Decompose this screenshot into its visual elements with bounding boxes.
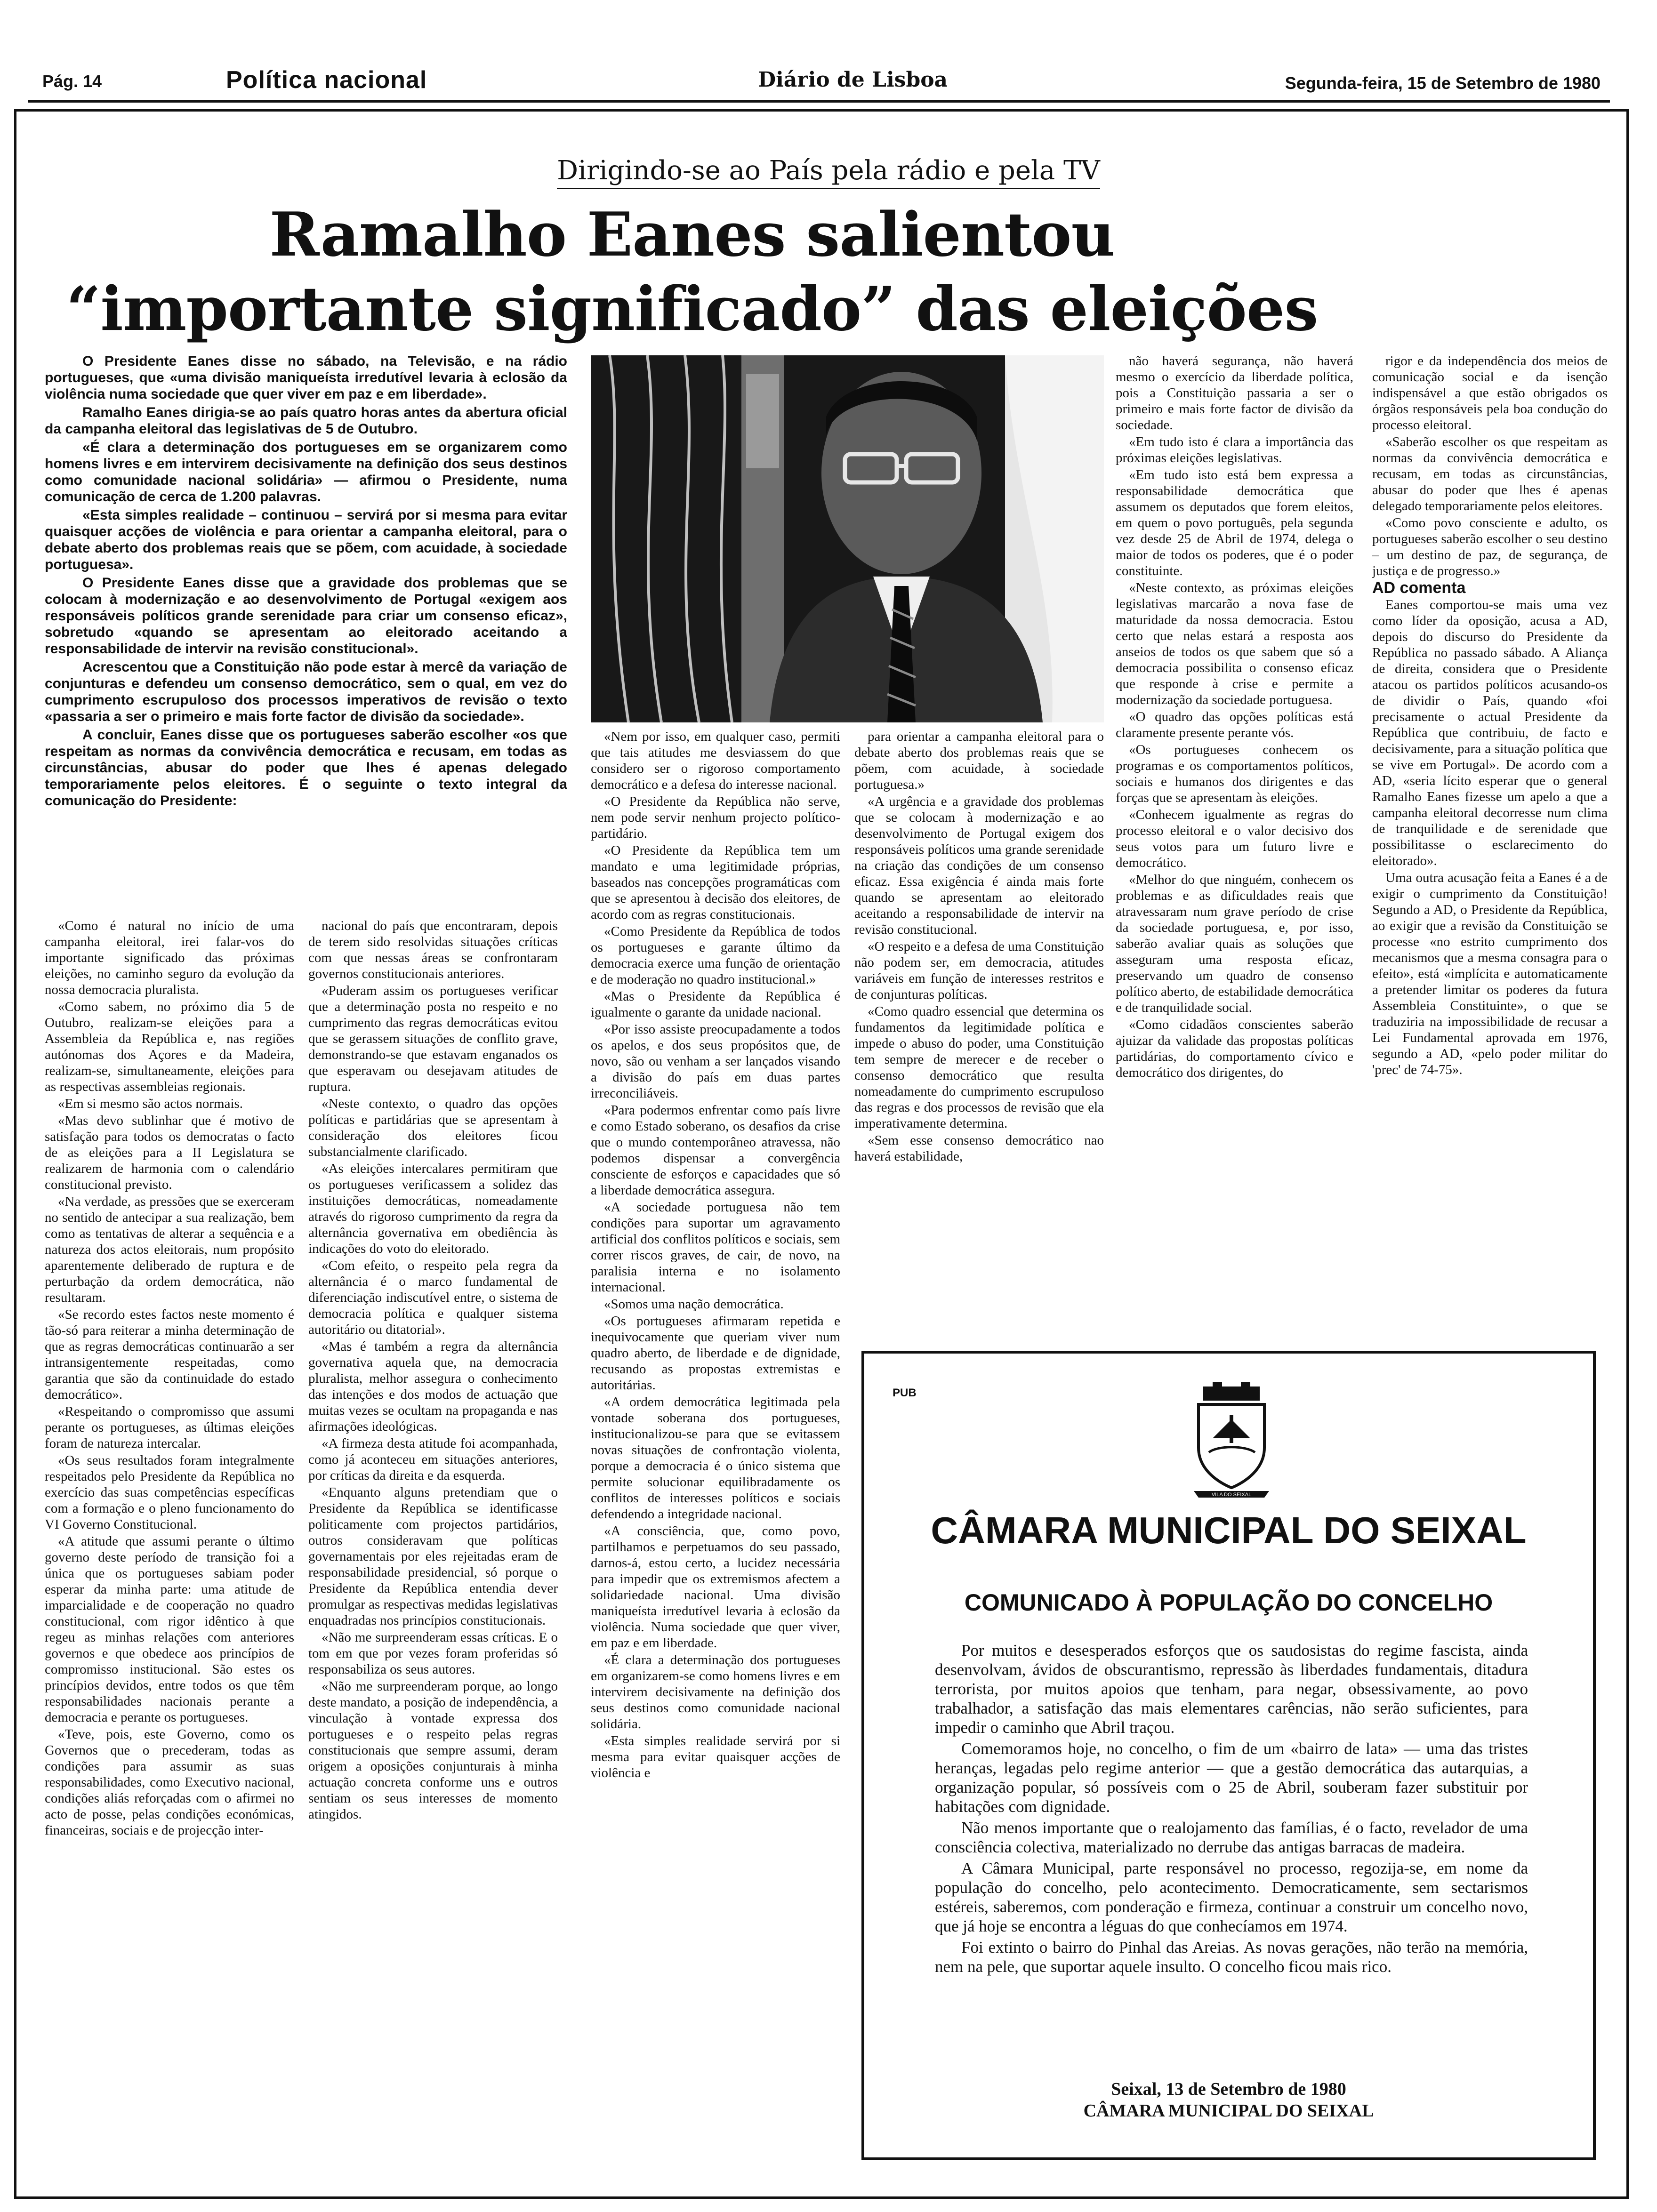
paragraph: «Os portugueses afirmaram repetida e inequivocamente que queriam viver num quadro aberto, de liberdade e de dignidade, recusando as propostas extremistas e autoritárias. <box>591 1314 840 1393</box>
paragraph: «Como é natural no início de uma campanha eleitoral, irei falar-vos do importante significado das próximas eleições, no caminho seguro da evolução da nossa democracia pluralista. <box>45 918 294 997</box>
article-lead <box>45 353 567 899</box>
svg-text:VILA DO SEIXAL: VILA DO SEIXAL <box>1211 1492 1252 1498</box>
advertisement-label: PUB <box>893 1387 917 1399</box>
paragraph: «Os portugueses conhecem os programas e os comportamentos políticos, sociais e humanos dos dirigentes e das forças que se apresentam às eleições. <box>1116 742 1353 805</box>
paragraph: «É clara a determinação dos portugueses em se organizarem como homens livres e em intervirem decisivamente na definição dos seus destinos como comunidade nacional solidária» — afirmou o Presidente, numa comunicação de cerca de 1.200 palavras. <box>45 440 567 505</box>
seixal-crest-icon <box>1184 1382 1279 1499</box>
article-headline <box>56 198 1327 346</box>
paragraph: «As eleições intercalares permitiram que os portugueses verificassem a solidez das instituições democráticas, nomeadamente através do rigoroso cumprimento da regra da alternância governativa em obediência às indicações do voto do eleitorado. <box>308 1161 558 1256</box>
signature-name: CÂMARA MUNICIPAL DO SEIXAL <box>1083 2101 1374 2121</box>
paragraph: «Neste contexto, o quadro das opções políticas e partidárias que se apresentam à consideração dos eleitores ficou substancialmente clarificado. <box>308 1096 558 1159</box>
paragraph: «A consciência, que, como povo, partilhamos e perpetuamos do seu passado, darnos-á, estou certo, a lucidez necessária para impedir que os extremismos afectem a solidariedade nacional. Uma divisão maniqueísta irredutível levaria à eclosão da violência. Numa sociedade que quer viver, em paz e em liberdade. <box>591 1523 840 1651</box>
paragraph: «A urgência e a gravidade dos problemas que se colocam à modernização e ao desenvolvimento de Portugal exigem dos responsáveis políticos uma grande serenidade na criação das condições de um consenso eficaz. Essa exigência é ainda mais forte quando se apresentam ao eleitorado aceitando a responsabilidade de intervir na revisão constitucional. <box>854 794 1104 937</box>
article-column-1 <box>45 918 294 2198</box>
paragraph: «Em tudo isto é clara a importância das próximas eleições legislativas. <box>1116 434 1353 465</box>
paragraph: «Não me surpreenderam porque, ao longo deste mandato, a posição de independência, a vinculação à vontade expressa dos portugueses e o respeito pelas regras constitucionais que sempre assumi, deram origem a oposições conjunturais à minha actuação concreta conforme uns e outros sentiam os seus interesses de momento atingidos. <box>308 1679 558 1822</box>
paragraph: «O respeito e a defesa de uma Constituição não podem ser, em democracia, atitudes variáveis em função de interesses restritos e de conjunturas políticas. <box>854 939 1104 1002</box>
paragraph: «Como Presidente da República de todos os portugueses e garante último da democracia exerce uma função de orientação e de moderação no quadro institucional.» <box>591 924 840 987</box>
paragraph: «Respeitando o compromisso que assumi perante os portugueses, as últimas eleições foram de natureza intercalar. <box>45 1404 294 1451</box>
paragraph: Foi extinto o bairro do Pinhal das Areias. As novas gerações, não terão na memória, nem na pele, que suportar aquele insulto. O concelho ficou mais rico. <box>935 1938 1528 1976</box>
advertisement-body <box>935 1641 1528 2064</box>
column-6-text <box>1372 353 1608 579</box>
issue-date: Segunda-feira, 15 de Setembro de 1980 <box>1285 73 1601 93</box>
paragraph: «É clara a determinação dos portugueses em organizarem-se como homens livres e em intervirem decisivamente na definição dos seus destinos como comunidade nacional solidária. <box>591 1652 840 1731</box>
page-header <box>19 56 1601 99</box>
paragraph: «Os seus resultados foram integralmente respeitados pelo Presidente da República no exercício das suas competências específicas com a formação e o pleno funcionamento do VI Governo Constitucional. <box>45 1453 294 1532</box>
article-column-4 <box>854 729 1104 1336</box>
paragraph: «Sem esse consenso democrático nao haverá estabilidade, <box>854 1133 1104 1164</box>
paragraph: «Melhor do que ninguém, conhecem os problemas e as dificuldades reais que atravessaram num grave período de crise da sociedade portuguesa, e, por isso, saberão avaliar quais as soluções que asseguram uma resposta eficaz, preservando um quadro de consenso político aberto, de estabilidade democrática e de tranquilidade social. <box>1116 872 1353 1015</box>
paragraph: «A ordem democrática legitimada pela vontade soberana dos portugueses, institucionalizou-se para que se evitassem novas situações de confrontação violenta, porque a democracia é o único sistema que permite solucionar equilibradamente os conflitos de interesses políticos e sociais defendendo a integridade nacional. <box>591 1395 840 1522</box>
paragraph: «Não me surpreenderam essas críticas. E o tom em que por vezes foram proferidas só responsabiliza os seus autores. <box>308 1630 558 1677</box>
paragraph: «Em tudo isto está bem expressa a responsabilidade democrática que assumem os deputados que forem eleitos, em quem o povo português, pela segunda vez desde 25 de Abril de 1974, delega o maior de todos os poderes, que é o poder constituinte. <box>1116 467 1353 578</box>
section-name: Política nacional <box>226 66 427 94</box>
paragraph: «O Presidente da República tem um mandato e uma legitimidade próprias, baseados nas concepções programáticas com que se apresentou à decisão dos eleitores, de acordo com as regras constitucionais. <box>591 843 840 922</box>
paragraph: A Câmara Municipal, parte responsável no processo, regozija-se, em nome da população do concelho, pelo acontecimento. Democraticamente, sem sectarismos estéreis, saberemos, com ponderação e firmeza, continuar a construir um concelho novo, que já hoje se encontra a léguas do que conhecíamos em 1974. <box>935 1859 1528 1935</box>
page-number: Pág. 14 <box>42 72 102 91</box>
advertisement-title: CÂMARA MUNICIPAL DO SEIXAL <box>931 1509 1527 1551</box>
paragraph: «Por isso assiste preocupadamente a todos os apelos, e dos seus propósitos que, de novo, são ou venham a ser lançados visando a divisão do país em duas partes irreconciliáveis. <box>591 1022 840 1101</box>
paragraph: «Somos uma nação democrática. <box>604 1297 784 1312</box>
paragraph: «Para podermos enfrentar como país livre e como Estado soberano, os desafios da crise que o mundo contemporâneo atravessa, não podemos dispensar a convergência consciente de esforços e capacidades que só a liberdade democrática assegura. <box>591 1103 840 1198</box>
paragraph: «Como povo consciente e adulto, os portugueses saberão escolher o seu destino – um destino de paz, de segurança, de justiça e de progresso.» <box>1372 515 1608 578</box>
paragraph: «Esta simples realidade servirá por si mesma para evitar quaisquer acções de violência e <box>591 1733 840 1780</box>
paragraph: «Como sabem, no próximo dia 5 de Outubro, realizam-se eleições para a Assembleia da República e, nas regiões autónomas dos Açores e da Madeira, realizam-se, simultaneamente, eleições para as respectivas assembleias regionais. <box>45 999 294 1094</box>
paragraph: «Enquanto alguns pretendiam que o Presidente da República se identificasse politicamente com projectos partidários, outros consideravam que políticas governamentais por eles rejeitadas eram de responsabilidade presidencial, só porque o Presidente da República entendia dever promulgar as respectivas medidas legislativas enquadradas nos princípios constitucionais. <box>308 1485 558 1628</box>
paragraph: «Com efeito, o respeito pela regra da alternância é o marco fundamental de diferenciação indiscutível entre, o sistema de democracia política e qualquer sistema autoritário ou ditatorial». <box>308 1258 558 1337</box>
paragraph: «Na verdade, as pressões que se exerceram no sentido de antecipar a sua realização, bem como as tentativas de alterar a sequência e a natureza dos actos eleitorais, num propósito aparentemente deliberado de ruptura e de perturbação da ordem democrática, não resultaram. <box>45 1194 294 1305</box>
paragraph: Ramalho Eanes dirigia-se ao país quatro horas antes da abertura oficial da campanha eleitoral das legislativas de 5 de Outubro. <box>45 405 567 437</box>
paragraph: não haverá segurança, não haverá mesmo o exercício da liberdade política, pois a Constituição passaria a ser o primeiro e mais forte factor de divisão da sociedade. <box>1116 353 1353 433</box>
paragraph: «Como quadro essencial que determina os fundamentos da legitimidade política e impede o abuso do poder, uma Constituição tem sempre de merecer e de receber o consenso democrático que resulta nomeadamente do cumprimento escrupuloso das regras e dos processos de revisão que ela imperativamente determina. <box>854 1004 1104 1131</box>
paragraph: Comemoramos hoje, no concelho, o fim de um «bairro de lata» — uma das tristes heranças, legadas pelo regime anterior — que a gestão democrática das autarquias, a organização popular, só possíveis com o 25 de Abril, souberam fazer substituir por habitações com dignidade. <box>935 1739 1528 1816</box>
paragraph: Por muitos e desesperados esforços que os saudosistas do regime fascista, ainda desenvolvam, ávidos de obscurantismo, repressão às liberdades fundamentais, ditadura terrorista, por muitos apoios que tenham, para negar, obsessivamente, ao povo trabalhador, a satisfação das mais elementares carências, não serão suficientes, para impedir o caminho que Abril traçou. <box>935 1641 1528 1737</box>
president-photo <box>591 355 1104 722</box>
paragraph: «Saberão escolher os que respeitam as normas da convivência democrática e recusam, em todas as circunstâncias, abusar do poder que lhes é apenas delegado temporariamente pelos eleitores. <box>1372 434 1608 513</box>
headline-line-2: “importante significado” das eleições <box>66 274 1318 345</box>
article-column-2 <box>308 918 558 2198</box>
paragraph: Eanes comportou-se mais uma vez como líder da oposição, acusa a AD, depois do discurso do Presidente da República no passado sábado. A Aliança de direita, considera que o Presidente atacou os partidos políticos acusando-os de dividir o País, quando «foi precisamente o actual Presidente da República que contribuiu, de facto e decisivamente, para a situação política que se vive em Portugal». De acordo com a AD, «seria lícito esperar que o general Ramalho Eanes fizesse um apelo a que a campanha eleitoral decorresse num clima de tranquilidade e de serenidade que possibilitasse o esclarecimento do eleitorado». <box>1372 597 1608 868</box>
paragraph: «Conhecem igualmente as regras do processo eleitoral e o valor decisivo dos seus votos para um futuro livre e democrático. <box>1116 807 1353 870</box>
paragraph: «A firmeza desta atitude foi acompanhada, como já aconteceu em situações anteriores, por críticas da direita e da esquerda. <box>308 1436 558 1483</box>
header-rule <box>28 100 1610 103</box>
paragraph: O Presidente Eanes disse no sábado, na Televisão, e na rádio portugueses, que «uma divisão maniqueísta irredutível levaria à eclosão da violência numa sociedade que quer viver em paz e em liberdade». <box>45 353 567 402</box>
paragraph: «O Presidente da República não serve, nem pode servir nenhum projecto político-partidário. <box>591 794 840 841</box>
portrait-illustration <box>591 355 1104 722</box>
paragraph: «A atitude que assumi perante o último governo deste período de transição foi a única que os portugueses sabiam poder esperar da minha parte: uma atitude de imparcialidade e de cooperação no quadro constitucional, com rigor idêntico à que regeu as minhas relações com anteriores governos e que obedece aos princípios de compromisso institucional. São estes os princípios devidos, entre todos os que têm responsabilidades nacionais perante a democracia e perante os portugueses. <box>45 1534 294 1725</box>
advertisement-signature <box>864 2078 1593 2122</box>
paragraph: «Neste contexto, as próximas eleições legislativas marcarão a nova fase de maturidade da nossa democracia. Estou certo que nelas estará a resposta aos anseios de todos os que sabem que só a democracia possibilita o consenso eficaz que responde à crise e permite a modernização da sociedade portuguesa. <box>1116 580 1353 707</box>
advertisement-subtitle: COMUNICADO À POPULAÇÃO DO CONCELHO <box>964 1589 1493 1616</box>
paragraph: nacional do país que encontraram, depois de terem sido resolvidas situações críticas com que nessas áreas se confrontaram governos constitucionais anteriores. <box>308 918 558 981</box>
newspaper-name: Diário de Lisboa <box>758 68 948 92</box>
article-column-6 <box>1372 353 1608 1337</box>
paragraph: «Em si mesmo são actos normais. <box>58 1096 243 1111</box>
municipal-advertisement <box>861 1351 1596 2160</box>
paragraph: para orientar a campanha eleitoral para o debate aberto dos problemas reais que se põem, com acuidade, à sociedade portuguesa.» <box>854 729 1104 792</box>
paragraph: «Teve, pois, este Governo, como os Governos que o precederam, todas as condições para assumir as suas responsabilidades, como Executivo nacional, condições aliás reforçadas com o afirmei no acto de posse, pelas condições económicas, financeiras, sociais e de projecção inter- <box>45 1727 294 1838</box>
ad-comment-text <box>1372 597 1608 1078</box>
paragraph: A concluir, Eanes disse que os portugueses saberão escolher «os que respeitam as normas da convivência democrática e recusam, em todas as circunstâncias, abusar do poder que lhes é apenas delegado temporariamente pelos eleitores. É o seguinte o texto integral da comunicação do Presidente: <box>45 727 567 809</box>
paragraph: Acrescentou que a Constituição não pode estar à mercê da variação de conjunturas e defendeu um consenso democrático, sem o qual, em vez do cumprimento escrupuloso dos processos imperativos de revisão o texto «passaria a ser o primeiro e mais forte factor de divisão da sociedade». <box>45 659 567 724</box>
article-column-3 <box>591 729 840 2197</box>
paragraph: «Como cidadãos conscientes saberão ajuizar da validade das propostas políticas partidárias, do comportamento cívico e democrático dos dirigentes, do <box>1116 1017 1353 1080</box>
paragraph: rigor e da independência dos meios de comunicação social e da isenção indispensável a que estão obrigados os órgãos responsáveis pela boa condução do processo eleitoral. <box>1372 353 1608 433</box>
paragraph: «Mas é também a regra da alternância governativa aquela que, na democracia pluralista, melhor assegura o conhecimento das intenções e dos modos de actuação que muitas vezes se ocultam na propaganda e nas afirmações ideológicas. <box>308 1339 558 1434</box>
article-kicker: Dirigindo-se ao País pela rádio e pela TV <box>0 155 1657 186</box>
paragraph: «Mas devo sublinhar que é motivo de satisfação para todos os democratas o facto de as eleições para a II Legislatura se realizarem de harmonia com o calendário constitucional previsto. <box>45 1113 294 1192</box>
paragraph: «A sociedade portuguesa não tem condições para suportar um agravamento artificial dos conflitos políticos e sociais, sem correr riscos graves, de cair, de novo, na paralisia interna e no isolamento internacional. <box>591 1200 840 1295</box>
headline-line-1: Ramalho Eanes salientou <box>269 200 1115 270</box>
paragraph: O Presidente Eanes disse que a gravidade dos problemas que se colocam à modernização e ao desenvolvimento de Portugal «exigem aos responsáveis políticos grande serenidade para criar um consenso eficaz», sobretudo «quando se apresentam ao eleitorado aceitando a responsabilidade de intervir na revisão constitucional». <box>45 575 567 657</box>
signature-date: Seixal, 13 de Setembro de 1980 <box>1111 2079 1346 2099</box>
paragraph: «Puderam assim os portugueses verificar que a determinação posta no respeito e no cumprimento das regras democráticas evitou que se gerassem situações de conflito grave, demonstrando-se que estavam enganados os que esperavam ou desejavam atitudes de ruptura. <box>308 983 558 1094</box>
paragraph: Não menos importante que o realojamento das famílias, é o facto, revelador de uma consciência colectiva, materializado no derrube das antigas barracas de madeira. <box>935 1819 1528 1856</box>
paragraph: «Nem por isso, em qualquer caso, permiti que tais atitudes me desviassem do que considero ser o rigoroso comportamento democrático e a defesa do interesse nacional. <box>591 729 840 792</box>
paragraph: «O quadro das opções políticas está claramente presente perante vós. <box>1116 709 1353 740</box>
paragraph: «Mas o Presidente da República é igualmente o garante da unidade nacional. <box>591 989 840 1020</box>
article-column-5 <box>1116 353 1353 1337</box>
paragraph: «Esta simples realidade – continuou – servirá por si mesma para evitar quaisquer acções de violência e para orientar a campanha eleitoral, para o debate aberto dos problemas reais que se põem, com acuidade, à sociedade portuguesa». <box>45 507 567 572</box>
paragraph: Uma outra acusação feita a Eanes é a de exigir o cumprimento da Constituição! Segundo a AD, o Presidente da República, ao exigir que a revisão da Constituição se processe «no estrito cumprimento dos mecanismos que a mesma consagra para o efeito», está «implícita e automaticamente a pretender limitar os poderes da futura Assembleia Constituinte», o que se traduziria na impossibilidade de recusar a Lei Fundamental aprovada em 1976, segundo a AD, «pelo poder militar do 'prec' de 74-75». <box>1372 870 1608 1077</box>
paragraph: «Se recordo estes factos neste momento é tão-só para reiterar a minha determinação de que as regras democráticas continuarão a ser intransigentemente respeitadas, como garantia que são da continuidade do estado democrático». <box>45 1307 294 1402</box>
ad-comment-subhead: AD comenta <box>1372 579 1466 597</box>
